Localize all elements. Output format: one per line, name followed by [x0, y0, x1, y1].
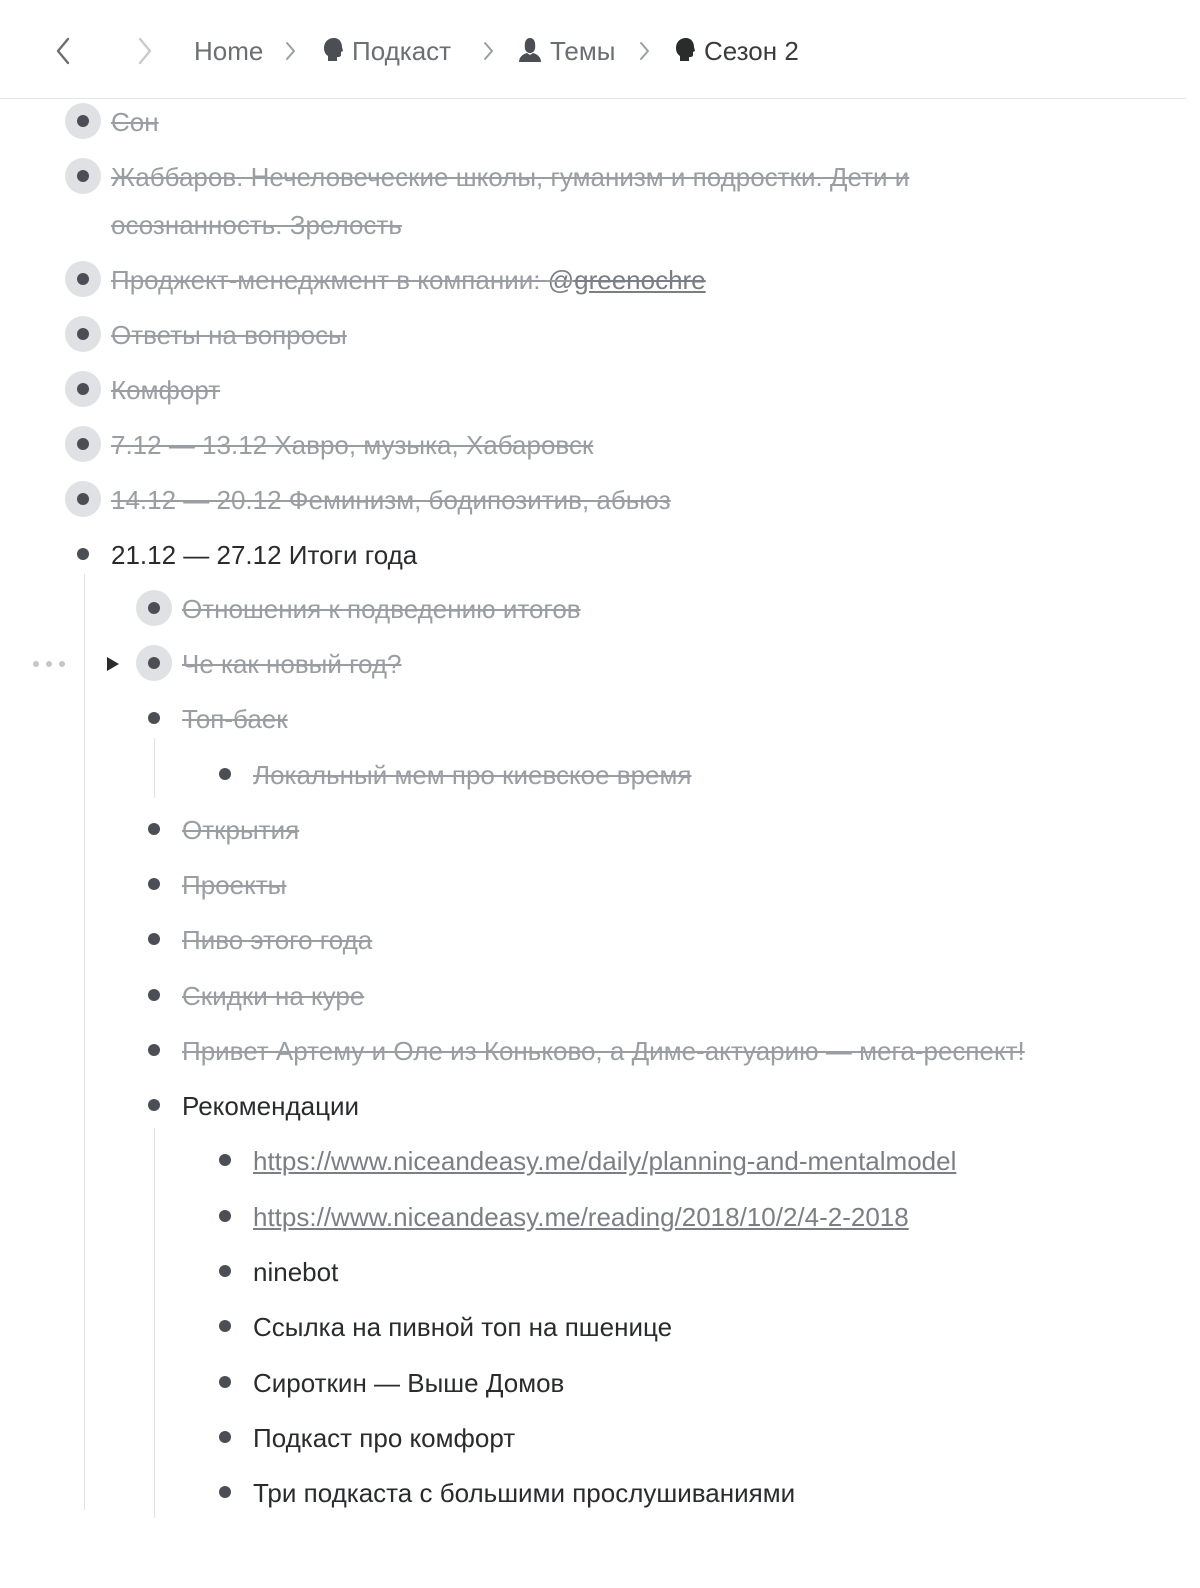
bullet[interactable] — [207, 1308, 243, 1344]
breadcrumb-podcast[interactable] — [322, 34, 451, 68]
bullet[interactable] — [65, 158, 101, 194]
item-text[interactable]: Топ-баек — [182, 704, 288, 734]
item-text[interactable]: ninebot — [253, 1257, 339, 1287]
bullet[interactable] — [65, 426, 101, 462]
item-text — [253, 1137, 956, 1185]
mention-handle: greenochre — [574, 265, 706, 295]
bullet[interactable] — [136, 1087, 172, 1123]
item-text[interactable]: Скидки на куре — [182, 981, 365, 1011]
breadcrumb-season-label: Сезон 2 — [704, 36, 799, 66]
chevron-left-icon — [52, 34, 74, 68]
bullet[interactable] — [207, 1419, 243, 1455]
item-text[interactable]: Ссылка на пивной топ на пшенице — [253, 1312, 673, 1342]
item-text[interactable]: Отношения к подведению итогов — [182, 594, 581, 624]
bullet[interactable] — [65, 481, 101, 517]
item-text[interactable]: Пиво этого года — [182, 925, 373, 955]
item-text[interactable]: Подкаст про комфорт — [253, 1423, 516, 1453]
bullet[interactable] — [136, 921, 172, 957]
bullet[interactable] — [207, 1253, 243, 1289]
breadcrumb-separator-icon — [638, 40, 650, 62]
item-text[interactable] — [111, 256, 706, 304]
breadcrumb-topics[interactable] — [518, 34, 615, 68]
bullet[interactable] — [207, 1364, 243, 1400]
guide-line — [84, 574, 85, 1510]
bullet[interactable] — [207, 1198, 243, 1234]
item-text[interactable]: Проекты — [182, 870, 287, 900]
bullet[interactable] — [65, 103, 101, 139]
bullet[interactable] — [65, 316, 101, 352]
outline — [0, 98, 1186, 1588]
breadcrumb-separator-icon — [284, 40, 296, 62]
breadcrumb-home-label: Home — [194, 36, 264, 66]
item-text[interactable]: 7.12 — 13.12 Хавро, музыка, Хабаровск — [111, 430, 594, 460]
head-silhouette-icon — [322, 37, 344, 63]
breadcrumb-topics-label: Темы — [550, 36, 616, 66]
item-text[interactable]: Сон — [111, 107, 159, 137]
triangle-right-icon[interactable] — [105, 656, 121, 672]
breadcrumb-home[interactable] — [194, 34, 263, 68]
item-text[interactable]: Комфорт — [111, 375, 221, 405]
item-text[interactable]: Ответы на вопросы — [111, 320, 347, 350]
more-dots-icon[interactable] — [32, 658, 66, 670]
chevron-right-icon — [134, 34, 156, 68]
breadcrumb-season[interactable] — [674, 34, 799, 68]
bullet[interactable] — [65, 371, 101, 407]
bullet[interactable] — [136, 866, 172, 902]
bullet[interactable] — [136, 1032, 172, 1068]
item-text[interactable]: Локальный мем про киевское время — [253, 760, 692, 790]
breadcrumb-podcast-label: Подкаст — [352, 36, 452, 66]
item-text[interactable]: Три подкаста с большими прослушиваниями — [253, 1478, 796, 1508]
item-text[interactable]: Рекомендации — [182, 1091, 360, 1121]
guide-line — [154, 1128, 155, 1518]
link[interactable]: https://www.niceandeasy.me/daily/planning-and-mentalmodel — [253, 1146, 957, 1176]
item-text — [253, 1193, 909, 1241]
bullet[interactable] — [136, 977, 172, 1013]
bullet[interactable] — [136, 590, 172, 626]
bullet[interactable] — [65, 261, 101, 297]
bullet[interactable] — [207, 1474, 243, 1510]
head-silhouette-icon — [674, 37, 696, 63]
item-text[interactable]: Привет Артему и Оле из Коньково, а Диме-актуарию — мега-респект! — [182, 1036, 1025, 1066]
bullet[interactable] — [136, 700, 172, 736]
bullet[interactable] — [136, 645, 172, 681]
breadcrumb-separator-icon — [482, 40, 494, 62]
item-text[interactable]: 14.12 — 20.12 Феминизм, бодипозитив, абьюз — [111, 485, 671, 515]
item-text[interactable]: Че как новый год? — [182, 649, 402, 679]
item-text-continued[interactable]: осознанность. Зрелость — [111, 210, 402, 240]
user-mention[interactable]: @greenochre — [547, 265, 706, 295]
item-text[interactable]: Открытия — [182, 815, 300, 845]
guide-line — [154, 738, 155, 798]
item-text-main: Проджект-менеджмент в компании: — [111, 265, 548, 295]
bullet[interactable] — [65, 536, 101, 572]
link[interactable]: https://www.niceandeasy.me/reading/2018/10/2/4-2-2018 — [253, 1202, 909, 1232]
person-bust-icon — [518, 37, 542, 63]
bullet[interactable] — [136, 811, 172, 847]
item-text[interactable]: 21.12 — 27.12 Итоги года — [111, 540, 418, 570]
item-text[interactable]: Сироткин — Выше Домов — [253, 1368, 565, 1398]
back-button[interactable] — [52, 34, 74, 68]
item-text[interactable]: Жаббаров. Нечеловеческие школы, гуманизм и подростки. Дети и — [111, 162, 910, 192]
bullet[interactable] — [207, 1142, 243, 1178]
bullet[interactable] — [207, 756, 243, 792]
forward-button[interactable] — [134, 34, 156, 68]
top-bar — [0, 0, 1186, 99]
